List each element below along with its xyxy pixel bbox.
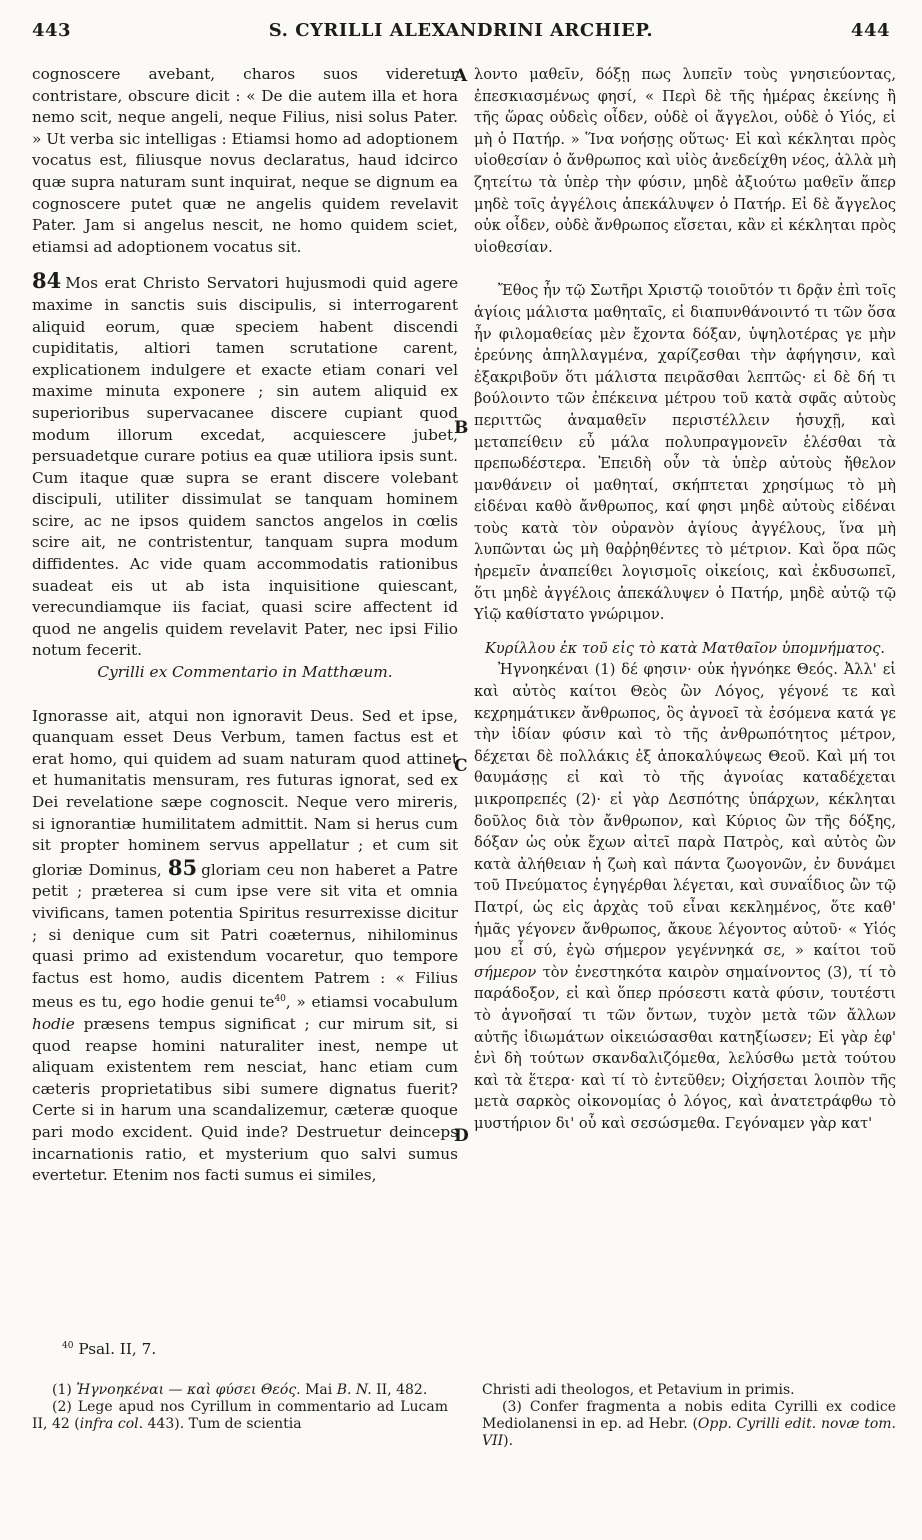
latin-paragraph-3c: , » etiamsi vocabulum xyxy=(285,993,458,1012)
latin-hodie: hodie xyxy=(32,1015,75,1034)
footnote-3 xyxy=(482,1399,896,1450)
greek-column xyxy=(474,64,896,1135)
latin-paragraph-3d: præsens tempus significat ; cur mirum sit, si quod reapse homini naturaliter inest, nempe ut aliquam existentem rem nesciat, hanc etiam cum cæteris proprietatibus sibi sumere dignatus fuerit? Certe si in harum una scandalizemur, cæteræ quoque pari modo excident. Quid inde? Destruetur deinceps incarnationis ratio, et mysterium quo salvi sumus evertetur. Etenim nos facti sumus ei similes, xyxy=(32,1015,458,1185)
footnote-3-italic: Opp. Cyrilli edit. novæ tom. VII xyxy=(482,1416,896,1449)
greek-heading: Κυρίλλου ἐκ τοῦ εἰς τὸ κατὰ Ματθαῖον ὑπομνήματος. xyxy=(484,639,886,657)
latin-paragraph-3 xyxy=(32,706,458,1187)
latin-paragraph-2-text: Mos erat Christo Servatori hujusmodi quid agere maxime in sanctis suis discipulis, si interrogarent aliquid eorum, quæ speciem habent discendi cupiditatis, altiori tamen scrutatione carent, explicationem indulgere et exacte etiam conari vel maxime minuta exponere ; sin autem aliquid ex superioribus supervacanee discere cupiant quod modum illorum excedat, acquiescere jubet, persuadetque curare potius ea quæ utiliora ipsis sunt. Cum itaque quæ supra se erant discere volebant discipuli, utiliter dissimulat se tanquam hominem scire, ac ne ipsos quidem sanctos angelos in cœlis scire ait, ne contristentur, tanquam supra modum diffidentes. Ac vide quam accommodatis rationibus suadeat eis ut ab ista inquisitione quiescant, verecundiamque iis faciat, quasi scire affectent id quod ne angelis quidem revelavit Pater, nec ipsi Filio notum fecerit. xyxy=(32,274,458,660)
footnotes-right xyxy=(482,1382,896,1450)
scripture-note-number: 40 xyxy=(62,1340,74,1351)
page-number-right: 444 xyxy=(850,20,890,41)
footnote-3-a: (3) Confer fragmenta a nobis edita Cyrilli ex codice Mediolanensi in ep. ad Hebr. ( xyxy=(482,1399,896,1432)
greek-paragraph-2: Ἔθος ἦν τῷ Σωτῆρι Χριστῷ τοιοῦτόν τι δρᾷν ἐπὶ τοῖς ἁγίοις μάλιστα μαθηταῖς, εἰ διαπυνθάνοιντό τι τῶν ὅσα ἦν φιλομαθείας μὲν ἔχοντα δόξαν, ὑψηλοτέρας γε μὴν ἐρεύνης ἀπηλλαγμένα, χαρίζεσθαι τὴν ἀφήγησιν, καὶ ἐξακριβοῦν ὅτι μάλιστα πειρᾶσθαι λεπτῶς· εἰ δὲ δή τι βούλοιντο τῶν ἐπέκεινα μέτρου τοῦ κατὰ σφᾶς αὐτοὺς περιττῶς ἀναμαθεῖν περιστέλλειν ἡσυχῇ, καὶ μεταπείθειν εὖ μάλα πολυπραγμονεῖν ἑλέσθαι τὰ πρεπωδέστερα. Ἐπειδὴ οὖν τὰ ὑπὲρ αὐτοὺς ἤθελον μανθάνειν οἱ μαθηταί, σκήπτεται χρησίμως τὸ μὴ εἰδέναι καθὸ ἄνθρωπος, καί φησι μηδὲ αὐτοὺς εἰδέναι τοὺς κατὰ τὸν οὐρανὸν ἁγίους ἀγγέλους, ἵνα μὴ λυπῶνται ὡς μὴ θαῤῥηθέντες τὸ μέτριον. Καὶ ὅρα πῶς ἠρεμεῖν ἀναπείθει λογισμοῖς οἰκείοις, καὶ ἐκδυσωπεῖ, ὅτι μηδὲ ἀγγέλοις ἀπεκάλυψεν ὁ Πατήρ, μηδὲ αὐτῷ τῷ Υἱῷ καθίστατο γνώριμον. xyxy=(474,282,896,624)
footnote-2-italic: infra col. xyxy=(79,1416,144,1432)
section-number-84: 84 xyxy=(32,268,62,294)
greek-semeron: σήμερον xyxy=(474,963,537,981)
greek-paragraph-1: λοντο μαθεῖν, δόξῃ πως λυπεῖν τοὺς γνησιεύοντας, ἐπεσκιασμένως φησί, « Περὶ δὲ τῆς ἡμέρας ἐκείνης ἢ τῆς ὥρας οὐδεὶς οἶδεν, οὐδὲ οἱ ἄγγελοι, οὐδὲ ὁ Υἱός, εἰ μὴ ὁ Πατήρ. » Ἵνα νοήσῃς οὕτως· Εἰ καὶ κέκληται πρὸς υἱοθεσίαν ὁ ἄνθρωπος καὶ υἱὸς ἀνεδείχθη νέος, ἀλλὰ μὴ ζητείτω τὰ ὑπὲρ τὴν φύσιν, μηδὲ ἀξιούτω μαθεῖν ἅπερ μηδὲ τοῖς ἀγγέλοις ἀπεκάλυψεν ὁ Πατήρ. Εἰ δὲ ἄγγελος οὐκ οἶδεν, οὐδὲ ἄνθρωπος εἴσεται, κἂν εἰ κέκληται πρὸς υἱοθεσίαν. xyxy=(474,66,896,256)
greek-paragraph-3 xyxy=(474,659,896,1134)
latin-paragraph-1: cognoscere avebant, charos suos videretur contristare, obscure dicit : « De die autem illa et hora nemo scit, neque angeli, neque Filius, nisi solus Pater. » Ut verba sic intelligas : Etiamsi homo ad adoptionem vocatus est, filiusque novus declaratus, haud idcirco quæ supra naturam sunt inquirat, neque se dignum ea cognoscere putet quæ ne angelis quidem revelavit Pater. Jam si angelus nescit, ne homo quidem sciet, etiamsi ad adoptionem vocatus sit. xyxy=(32,65,458,256)
footnotes-left xyxy=(32,1382,448,1433)
section-number-85: 85 xyxy=(167,854,198,880)
footnote-2-a: (2) Lege apud nos Cyrillum in commentario ad Lucam II, 42 ( xyxy=(32,1399,448,1432)
greek-paragraph-3b: τὸν ἐνεστηκότα καιρὸν σημαίνοντος (3), τί τὸ παράδοξον, εἰ καὶ ὅπερ πρόσεστι κατὰ φύσιν, τουτέστι τὸ ἀγνοῆσαί τι τῶν ὄντων, τυχὸν μετὰ τῶν ἄλλων αὐτῆς ἰδιωμάτων οἰκειώσασθαι κατηξίωσεν; Εἰ γὰρ ἐφ' ἑνὶ δὴ τούτων σκανδαλιζόμεθα, λελύσθω μετὰ τούτου καὶ τὰ ἕτερα· καὶ τί τὸ ἐντεῦθεν; Οἰχήσεται λοιπὸν τῆς μετὰ σαρκὸς οἰκονομίας ὁ λόγος, καὶ ἀνατετράφθω τὸ μυστήριον δι' οὗ καὶ σεσώσμεθα. Γεγόναμεν γὰρ κατ' xyxy=(474,963,896,1132)
greek-paragraph-3a: Ἠγνοηκέναι (1) δέ φησιν· οὐκ ἠγνόηκε Θεός. Ἀλλ' εἰ καὶ αὐτὸς καίτοι Θεὸς ὢν Λόγος, γέγονέ τε καὶ κεχρημάτικεν ἄνθρωπος, ὃς ἀγνοεῖ τὰ ἐσόμενα κατά γε τὴν ἰδίαν φύσιν καὶ τὸ τῆς ἀνθρωπότητος μέτρον, δέχεται δὲ πολλάκις ἐξ ἀποκαλύψεως Θεοῦ. Καὶ μή τοι θαυμάσῃς εἰ καὶ τὸ τῆς ἀγνοίας καταδέχεται μικροπρεπές (2)· εἰ γὰρ Δεσπότης ὑπάρχων, κέκληται δοῦλος διὰ τὸν ἄνθρωπον, καὶ Κύριος ὢν τῆς δόξης, δόξαν ὡς οὐκ ἔχων αἰτεῖ παρὰ Πατρὸς, καὶ αὐτὸς ὢν κατὰ ἀλήθειαν ἡ ζωὴ καὶ πάντα ζωογονῶν, ἐν δυνάμει τοῦ Πνεύματος ἐγηγέρθαι λέγεται, καὶ συναΐδιος ὢν τῷ Πατρί, ὡς εἰς ἀρχὰς τοῦ εἶναι κεκλημένος, ὅτε καθ' ἡμᾶς γέγονεν ἄνθρωπος, ἄκουε λέγοντος αὐτοῦ· « Υἱός μου εἶ σύ, ἐγὼ σήμερον γεγέννηκά σε, » καίτοι τοῦ xyxy=(474,661,896,960)
margin-letter-a: A xyxy=(454,66,468,86)
margin-letter-b: B xyxy=(454,418,469,438)
scripture-ref: 40 xyxy=(274,994,286,1005)
margin-letter-d: D xyxy=(454,1126,469,1146)
running-title: S. CYRILLI ALEXANDRINI ARCHIEP. xyxy=(268,20,654,41)
margin-letter-c: C xyxy=(454,756,468,776)
footnote-1-author: Mai xyxy=(305,1382,333,1398)
scripture-note-text: Psal. II, 7. xyxy=(78,1340,157,1358)
footnote-1-quote: Ἠγνοηκέναι — καὶ φύσει Θεός. xyxy=(76,1382,301,1398)
latin-heading: Cyrilli ex Commentario in Matthæum. xyxy=(97,663,393,682)
scripture-note xyxy=(62,1340,156,1358)
latin-paragraph-3a: Ignorasse ait, atqui non ignoravit Deus. Sed et ipse, quanquam esset Deus Verbum, tamen factus est et erat homo, qui quidem ad suam naturam quod attinet et humanitatis mensuram, res futuras ignorat, sed ex Dei revelatione sæpe cognoscit. Neque vero mireris, si ignorantiæ humilitatem admittit. Nam si herus cum sit propter hominem servus appellatur ; et cum sit gloriæ Dominus, xyxy=(32,706,458,879)
footnote-1-source: B. N. xyxy=(336,1382,372,1398)
footnote-1-num: (1) xyxy=(52,1382,72,1398)
running-header xyxy=(32,20,890,50)
latin-paragraph-3b: gloriam ceu non haberet a Patre petit ; præterea si cum ipse vere sit vita et omnia vivificans, tamen potentia Spiritus resurrexisse dicitur ; si denique cum sit Patri coæternus, nihilominus quasi primo ad existendum vocaretur, quo tempore factus est homo, audis dicentem Patrem : « Filius meus es tu, ego hodie genui te xyxy=(32,860,458,1012)
footnote-2-b: 443). Tum de scientia xyxy=(147,1416,302,1432)
footnote-2-continued: Christi adi theologos, et Petavium in primis. xyxy=(482,1382,795,1398)
footnote-1-end: II, 482. xyxy=(376,1382,428,1398)
page-number-left: 443 xyxy=(32,20,72,41)
latin-paragraph-2 xyxy=(32,270,458,662)
footnote-3-b: ). xyxy=(503,1433,514,1449)
footnote-1 xyxy=(32,1382,448,1399)
latin-column xyxy=(32,64,458,1187)
footnote-2 xyxy=(32,1399,448,1433)
